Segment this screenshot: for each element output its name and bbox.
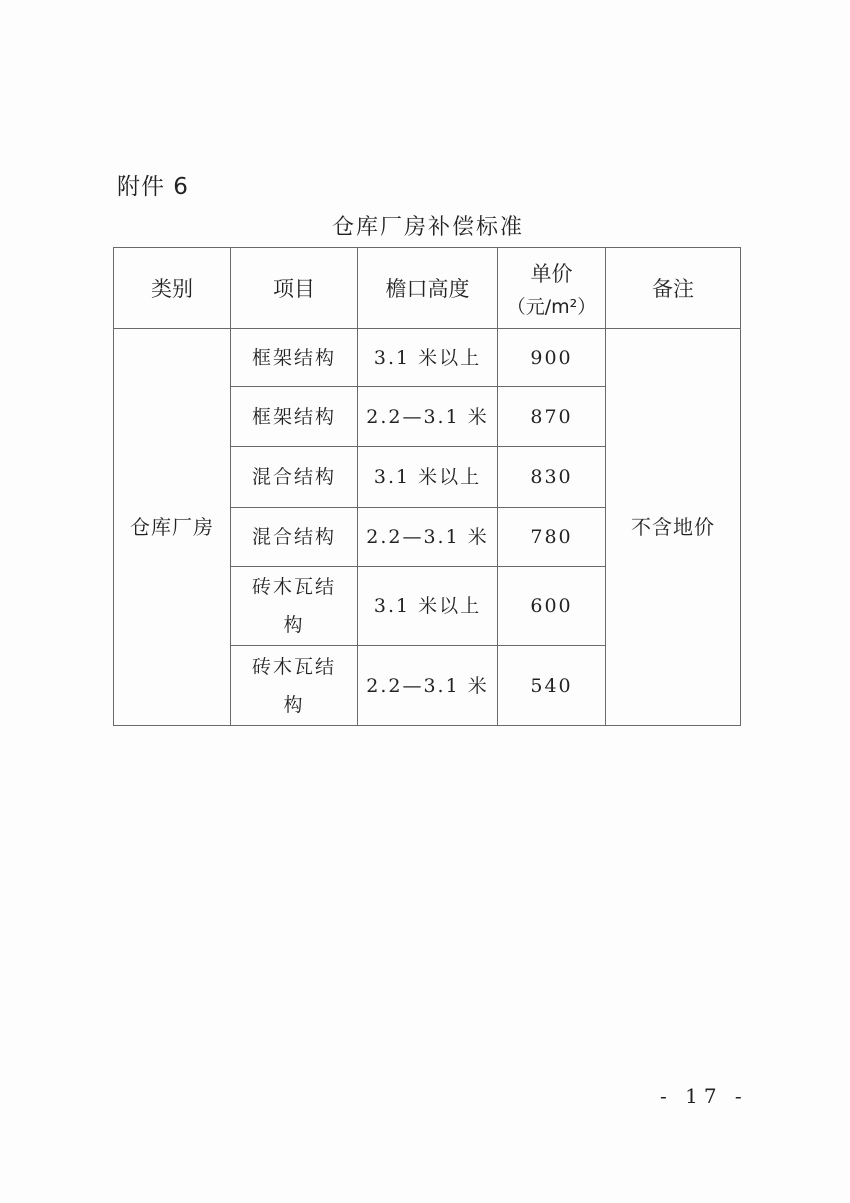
attachment-label: 附件 6: [117, 174, 189, 200]
header-unit-price: [498, 248, 606, 329]
eave-height-cell: 2.2—3.1 米: [358, 646, 498, 726]
item-cell: 混合结构: [231, 508, 358, 567]
unit-price-cell: 830: [498, 447, 606, 508]
eave-height-cell: 3.1 米以上: [358, 567, 498, 646]
item-cell: 混合结构: [231, 447, 358, 508]
unit-price-cell: 540: [498, 646, 606, 726]
table-row: [114, 329, 741, 387]
item-cell: 砖木瓦结构: [231, 567, 358, 646]
unit-price-cell: 600: [498, 567, 606, 646]
document-title: 仓库厂房补偿标准: [331, 215, 524, 240]
header-unit-price-label: 单价: [530, 261, 573, 286]
eave-height-cell: 2.2—3.1 米: [358, 508, 498, 567]
page-number: - 17 -: [660, 1084, 748, 1108]
unit-price-cell: 870: [498, 387, 606, 447]
category-cell: 仓库厂房: [114, 329, 231, 726]
header-eave-height: 檐口高度: [358, 248, 498, 329]
unit-price-cell: 900: [498, 329, 606, 387]
header-unit-price-unit: （元/m²）: [506, 295, 597, 318]
table-header-row: [114, 248, 741, 329]
header-category: 类别: [114, 248, 231, 329]
unit-price-cell: 780: [498, 508, 606, 567]
compensation-table: [113, 247, 741, 726]
eave-height-cell: 2.2—3.1 米: [358, 387, 498, 447]
eave-height-cell: 3.1 米以上: [358, 329, 498, 387]
header-remarks: 备注: [606, 248, 741, 329]
item-cell: 砖木瓦结构: [231, 646, 358, 726]
header-item: 项目: [231, 248, 358, 329]
remarks-cell: 不含地价: [606, 329, 741, 726]
item-cell: 框架结构: [231, 329, 358, 387]
eave-height-cell: 3.1 米以上: [358, 447, 498, 508]
item-cell: 框架结构: [231, 387, 358, 447]
